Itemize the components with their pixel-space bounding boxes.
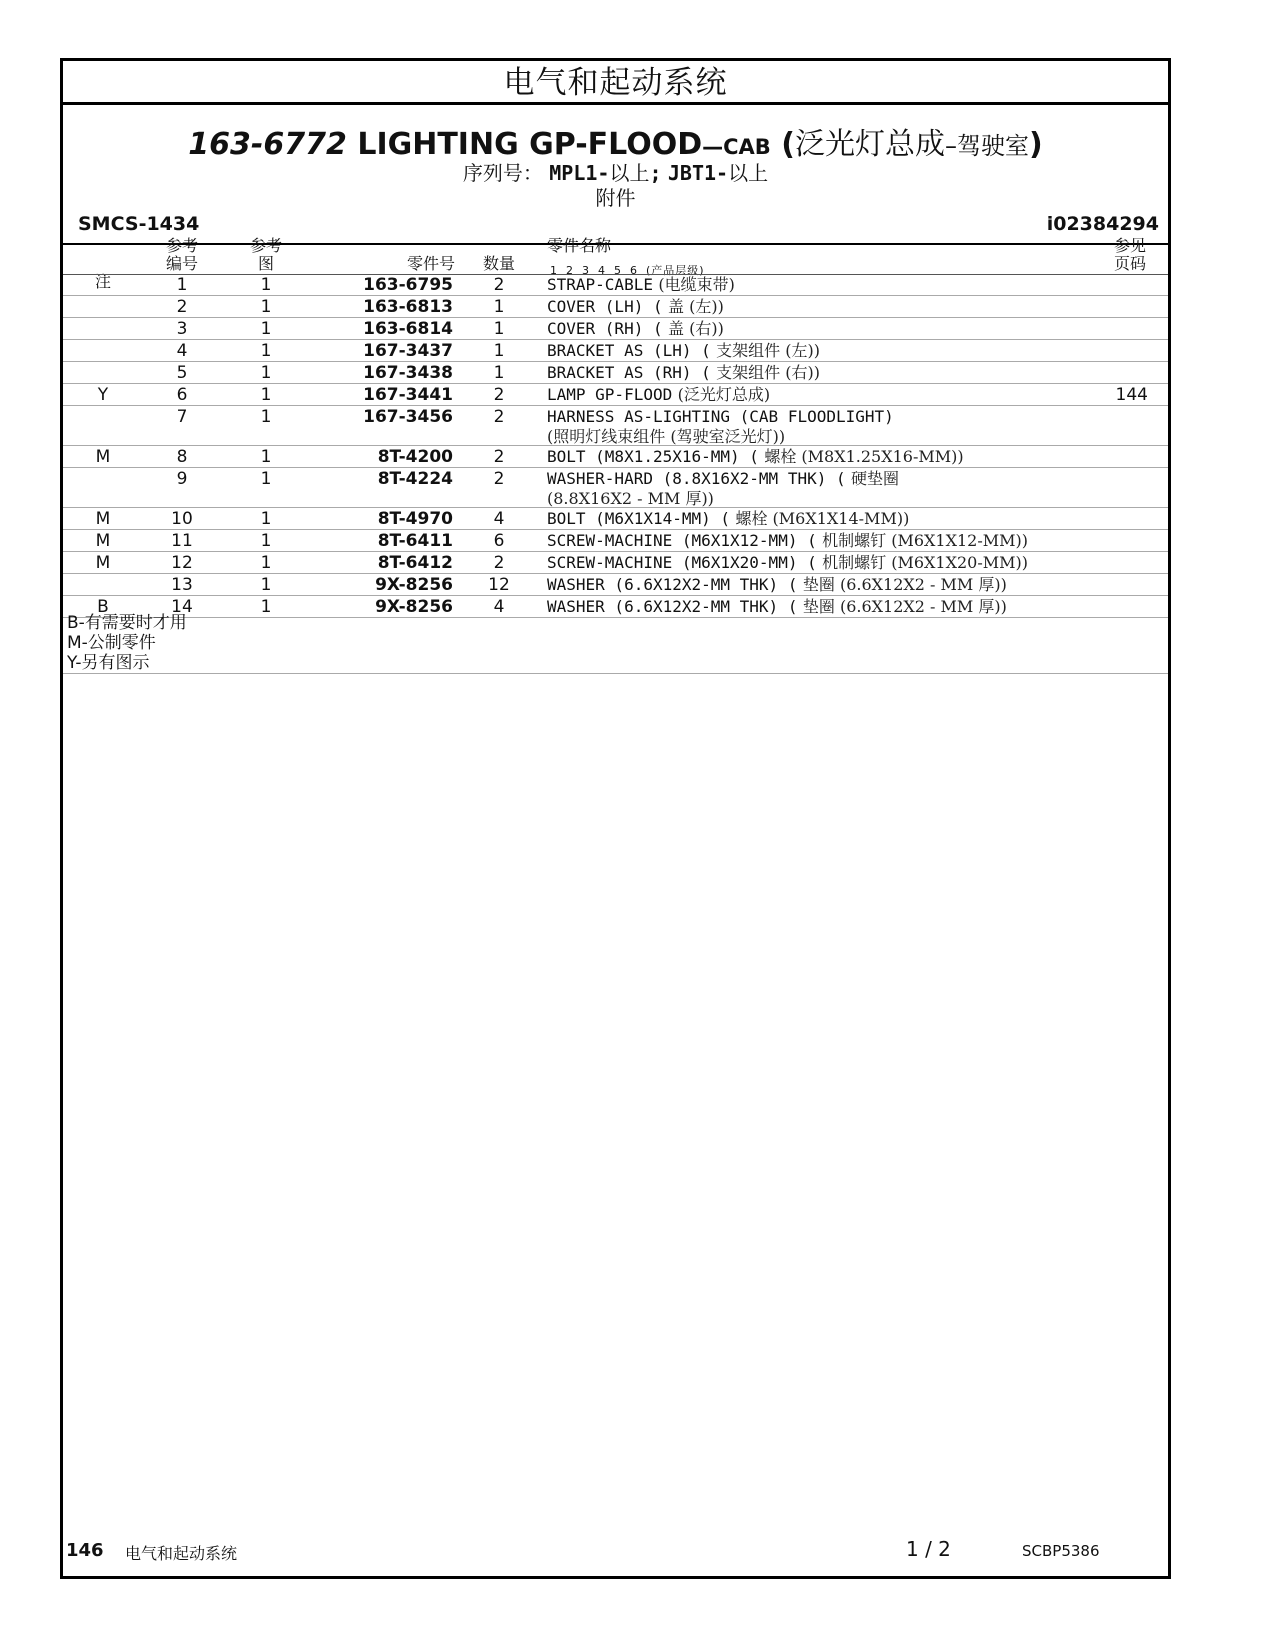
row-part-number: 167-3438	[363, 363, 453, 383]
row-quantity: 1	[493, 297, 505, 317]
serial-label: 序列号：	[462, 161, 543, 185]
row-ref-number: 10	[171, 509, 193, 529]
row-ref-number: 2	[176, 297, 188, 317]
row-description-cn: 支架组件 (左))	[716, 341, 820, 360]
row-figure: 1	[260, 363, 272, 383]
row-description	[547, 407, 894, 447]
footer-page-fraction: 1 / 2	[906, 1537, 951, 1561]
row-quantity: 2	[493, 407, 505, 427]
row-part-number: 163-6813	[363, 297, 453, 317]
table-row	[63, 508, 1168, 530]
row-quantity: 2	[493, 385, 505, 405]
illustration-id: i02384294	[1046, 213, 1159, 235]
table-row	[63, 446, 1168, 468]
legend-item: B-有需要时才用	[67, 613, 187, 633]
row-description-en: WASHER (6.6X12X2-MM THK) (	[547, 575, 798, 594]
row-ref-number: 9	[176, 469, 188, 489]
table-row	[63, 530, 1168, 552]
serial-separator: ;	[649, 161, 662, 185]
section-title: 电气和起动系统	[63, 61, 1168, 105]
table-row	[63, 296, 1168, 318]
col-header-page: 参见 页码	[1113, 236, 1146, 273]
row-quantity: 1	[493, 319, 505, 339]
assembly-name-cn-suffix: 驾驶室	[956, 132, 1029, 160]
assembly-cn-close: )	[1028, 127, 1043, 162]
row-note: Y	[97, 385, 109, 405]
row-description-cn: 支架组件 (右))	[716, 363, 820, 382]
row-ref-number: 11	[171, 531, 193, 551]
row-description-cn: (电缆束带)	[658, 275, 735, 294]
row-description	[547, 597, 1007, 617]
serial-1: MPL1-	[549, 161, 610, 185]
header-divider	[63, 243, 1168, 245]
product-levels: 1 2 3 4 5 6 (产品层级)	[550, 264, 705, 277]
row-description-cn: 垫圈 (6.6X12X2 - MM 厚))	[802, 597, 1007, 616]
row-description-en: HARNESS AS-LIGHTING (CAB FLOODLIGHT)	[547, 407, 894, 426]
table-row	[63, 274, 1168, 296]
row-ref-number: 5	[176, 363, 188, 383]
row-figure: 1	[260, 297, 272, 317]
row-description	[547, 469, 899, 509]
attachment-label: 附件	[595, 186, 636, 210]
row-note: M	[95, 509, 111, 529]
col-header-qty: 数量	[482, 254, 515, 273]
row-description-cn: 盖 (右))	[668, 319, 724, 338]
col-header-name: 零件名称	[547, 236, 612, 255]
row-part-number: 163-6795	[363, 275, 453, 295]
row-part-number: 167-3441	[363, 385, 453, 405]
page-frame	[60, 58, 1171, 1579]
assembly-name-cn-dash: –	[944, 132, 957, 160]
assembly-name: LIGHTING GP-FLOOD	[357, 127, 703, 162]
table-row	[63, 596, 1168, 618]
assembly-part-number: 163-6772	[188, 127, 347, 162]
row-description-en: LAMP GP-FLOOD	[547, 385, 673, 404]
row-description-cn: 垫圈 (6.6X12X2 - MM 厚))	[802, 575, 1007, 594]
row-description-cn: 硬垫圈	[851, 469, 900, 488]
row-ref-number: 3	[176, 319, 188, 339]
footer-page-number: 146	[66, 1540, 104, 1561]
row-figure: 1	[260, 531, 272, 551]
row-quantity: 6	[493, 531, 505, 551]
row-description	[547, 363, 820, 383]
row-description	[547, 341, 820, 361]
row-description-cn: 盖 (左))	[668, 297, 724, 316]
row-ref-number: 6	[176, 385, 188, 405]
assembly-name-dash: —	[702, 135, 724, 159]
legend-item: M-公制零件	[67, 633, 156, 653]
row-note: M	[95, 553, 111, 573]
row-note: M	[95, 447, 111, 467]
row-description-cn: 机制螺钉 (M6X1X20-MM))	[822, 553, 1028, 572]
row-description-en: BRACKET AS (RH) (	[547, 363, 711, 382]
row-part-number: 167-3437	[363, 341, 453, 361]
col-header-note: 注	[94, 272, 111, 291]
table-row	[63, 318, 1168, 340]
table-row	[63, 340, 1168, 362]
serial-1-cn: 以上	[609, 161, 650, 185]
row-figure: 1	[260, 341, 272, 361]
row-quantity: 2	[493, 553, 505, 573]
table-row	[63, 384, 1168, 406]
row-description	[547, 553, 1028, 573]
row-figure: 1	[260, 509, 272, 529]
row-quantity: 1	[493, 341, 505, 361]
row-part-number: 163-6814	[363, 319, 453, 339]
row-part-number: 8T-6412	[377, 553, 453, 573]
row-figure: 1	[260, 385, 272, 405]
row-description-en: BOLT (M8X1.25X16-MM) (	[547, 447, 759, 466]
row-quantity: 12	[488, 575, 510, 595]
serial-2: JBT1-	[667, 161, 729, 185]
row-description-en: SCREW-MACHINE (M6X1X12-MM) (	[547, 531, 817, 550]
row-description	[547, 509, 909, 529]
row-quantity: 4	[493, 597, 505, 617]
col-header-fig: 参考 图	[249, 236, 282, 273]
assembly-cn-open: (	[781, 127, 795, 162]
row-note: M	[95, 531, 111, 551]
row-description-line2: (8.8X16X2 - MM 厚))	[547, 489, 714, 508]
row-description-en: COVER (LH) (	[547, 297, 663, 316]
row-part-number: 167-3456	[363, 407, 453, 427]
row-quantity: 2	[493, 447, 505, 467]
row-part-number: 9X-8256	[375, 575, 453, 595]
row-quantity: 4	[493, 509, 505, 529]
table-row	[63, 574, 1168, 596]
row-part-number: 8T-4970	[377, 509, 453, 529]
row-description	[547, 319, 724, 339]
row-quantity: 2	[493, 469, 505, 489]
row-description	[547, 297, 724, 317]
row-figure: 1	[260, 575, 272, 595]
row-figure: 1	[260, 597, 272, 617]
row-quantity: 2	[493, 275, 505, 295]
table-row	[63, 552, 1168, 574]
row-description-en: WASHER-HARD (8.8X16X2-MM THK) (	[547, 469, 846, 488]
row-part-number: 9X-8256	[375, 597, 453, 617]
table-row	[63, 468, 1168, 508]
row-description-en: COVER (RH) (	[547, 319, 663, 338]
row-note: B	[97, 597, 109, 617]
row-figure: 1	[260, 469, 272, 489]
row-description	[547, 575, 1007, 595]
row-description-en: WASHER (6.6X12X2-MM THK) (	[547, 597, 798, 616]
row-description-en: SCREW-MACHINE (M6X1X20-MM) (	[547, 553, 817, 572]
row-ref-number: 13	[171, 575, 193, 595]
row-description	[547, 531, 1028, 551]
row-description-cn: 机制螺钉 (M6X1X12-MM))	[822, 531, 1028, 550]
row-ref-number: 1	[176, 275, 188, 295]
legend-rule	[63, 673, 1168, 674]
row-figure: 1	[260, 447, 272, 467]
row-description-cn: 螺栓 (M6X1X14-MM))	[735, 509, 910, 528]
footer-section: 电气和起动系统	[125, 1544, 238, 1563]
row-part-number: 8T-4200	[377, 447, 453, 467]
row-figure: 1	[260, 319, 272, 339]
row-see-page: 144	[1115, 385, 1148, 405]
row-ref-number: 4	[176, 341, 188, 361]
row-quantity: 1	[493, 363, 505, 383]
serial-2-cn: 以上	[728, 161, 769, 185]
row-description-cn: (泛光灯总成)	[677, 385, 771, 404]
row-figure: 1	[260, 553, 272, 573]
assembly-name-suffix: CAB	[723, 135, 771, 159]
notes-legend	[67, 613, 187, 673]
row-description-en: BOLT (M6X1X14-MM) (	[547, 509, 731, 528]
row-part-number: 8T-4224	[377, 469, 453, 489]
footer-doc-code: SCBP5386	[1022, 1542, 1100, 1560]
row-description	[547, 275, 735, 295]
row-part-number: 8T-6411	[377, 531, 453, 551]
row-ref-number: 7	[176, 407, 188, 427]
col-header-ref-no: 参考 编号	[165, 236, 198, 273]
col-header-part-no: 零件号	[406, 254, 455, 273]
row-figure: 1	[260, 407, 272, 427]
table-row	[63, 362, 1168, 384]
row-description-cn: 螺栓 (M8X1.25X16-MM))	[764, 447, 964, 466]
row-description	[547, 385, 770, 405]
row-description-line2: (照明灯线束组件 (驾驶室泛光灯))	[547, 427, 786, 446]
row-figure: 1	[260, 275, 272, 295]
row-description-en: STRAP-CABLE	[547, 275, 653, 294]
smcs-code: SMCS-1434	[78, 213, 200, 235]
row-ref-number: 8	[176, 447, 188, 467]
row-description	[547, 447, 964, 467]
row-ref-number: 12	[171, 553, 193, 573]
row-description-en: BRACKET AS (LH) (	[547, 341, 711, 360]
assembly-name-cn: 泛光灯总成	[794, 127, 945, 162]
table-row	[63, 406, 1168, 446]
row-ref-number: 14	[171, 597, 193, 617]
legend-item: Y-另有图示	[67, 653, 150, 673]
